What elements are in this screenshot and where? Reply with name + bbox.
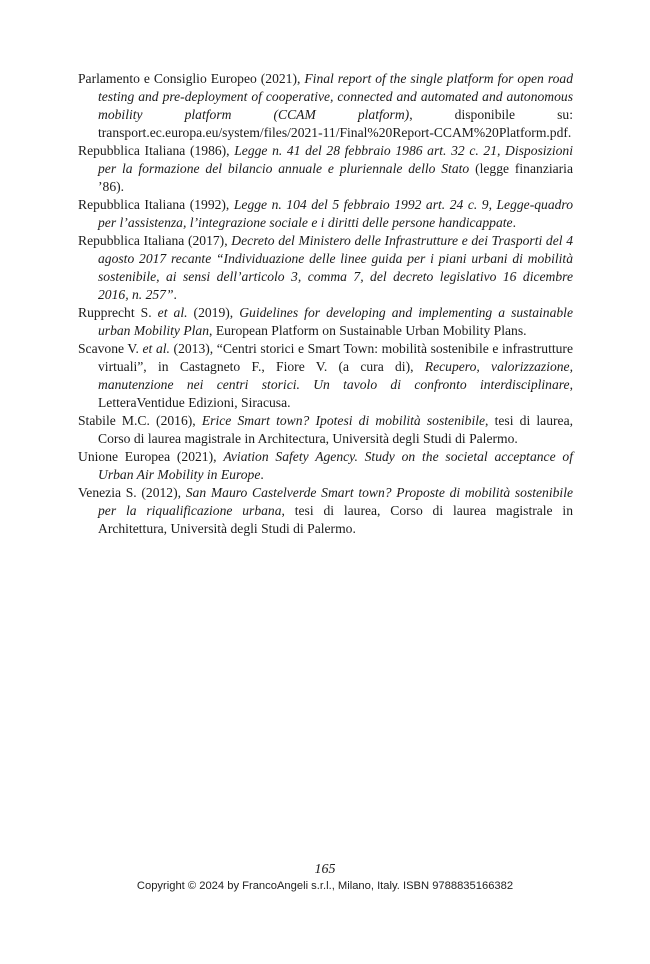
ref-details: . <box>260 467 264 482</box>
reference-entry <box>78 448 573 484</box>
copyright-notice: Copyright © 2024 by FrancoAngeli s.r.l., Milano, Italy. ISBN 9788835166382 <box>136 880 514 892</box>
ref-et-al: et al. <box>142 341 170 356</box>
ref-details: , European Platform on Sustainable Urban Mobility Plans. <box>209 323 527 338</box>
ref-et-al: et al. <box>157 305 188 320</box>
ref-author-year: Repubblica Italiana (1992), <box>78 197 234 212</box>
ref-year-chapter: (2013), “Centri storici e Smart Town: mobilità sostenibile e infrastrutture virtuali”, in Castagneto F., Fiore V. (a cura di), <box>98 341 573 374</box>
ref-title: San Mauro Castelverde Smart town? Proposte di mobilità sostenibile per la riqualificazione urbana <box>98 485 574 518</box>
ref-details: , tesi di laurea, Corso di laurea magistrale in Architettura, Università degli Studi di Palermo. <box>98 503 573 536</box>
ref-details: , LetteraVentidue Edizioni, Siracusa. <box>98 377 573 410</box>
reference-entry <box>78 340 573 412</box>
ref-title: Recupero, valorizzazione, manutenzione nei centri storici. Un tavolo di confronto interdisciplinare <box>98 359 573 392</box>
reference-entry <box>78 142 573 196</box>
ref-title: Erice Smart town? Ipotesi di mobilità sostenibile <box>201 413 486 428</box>
reference-entry <box>78 484 573 538</box>
reference-entry <box>78 412 573 448</box>
ref-title: Aviation Safety Agency. Study on the societal acceptance of Urban Air Mobility in Europe <box>98 449 573 482</box>
ref-details: . <box>173 287 177 302</box>
ref-author-year: Unione Europea (2021), <box>78 449 224 464</box>
ref-author: Rupprecht S. <box>78 305 158 320</box>
ref-title: Guidelines for developing and implementing a sustainable urban Mobility Plan <box>98 305 573 338</box>
page-number: 165 <box>314 862 336 877</box>
ref-year: (2019), <box>187 305 240 320</box>
ref-title: Legge n. 41 del 28 febbraio 1986 art. 32 c. 21, Disposizioni per la formazione del bilancio annuale e pluriennale dello Stato <box>98 143 574 176</box>
ref-author-year: Repubblica Italiana (2017), <box>78 233 232 248</box>
ref-author: Scavone V. <box>78 341 143 356</box>
ref-author-year: Stabile M.C. (2016), <box>78 413 202 428</box>
reference-entry <box>78 232 573 304</box>
reference-entry <box>78 196 573 232</box>
ref-author-year: Parlamento e Consiglio Europeo (2021), <box>78 71 305 86</box>
reference-entry <box>78 70 573 142</box>
ref-details: . <box>512 215 516 230</box>
reference-list <box>78 70 573 538</box>
ref-author-year: Venezia S. (2012), <box>78 485 186 500</box>
ref-author-year: Repubblica Italiana (1986), <box>78 143 235 158</box>
ref-title: Final report of the single platform for open road testing and pre-deployment of cooperative, connected and automated and autonomous mobility platform (CCAM platform) <box>98 71 573 122</box>
reference-entry <box>78 304 573 340</box>
ref-details: , disponibile su: transport.ec.europa.eu/system/files/2021-11/Final%20Report-CCAM%20Platform.pdf. <box>98 107 573 140</box>
ref-details: , tesi di laurea, Corso di laurea magistrale in Architectura, Università degli Studi di Palermo. <box>98 413 573 446</box>
ref-title: Legge n. 104 del 5 febbraio 1992 art. 24 c. 9, Legge-quadro per l’assistenza, l’integrazione sociale e i diritti delle persone handicappate <box>98 197 573 230</box>
ref-title: Decreto del Ministero delle Infrastrutture e dei Trasporti del 4 agosto 2017 recante “Individuazione delle linee guida per i piani urbani di mobilità sostenibile, ai sensi dell’articolo 3, comma 7, del decreto legislativo 16 dicembre 2016, n. 257” <box>98 233 573 302</box>
ref-details: (legge finanziaria ’86). <box>98 161 573 194</box>
